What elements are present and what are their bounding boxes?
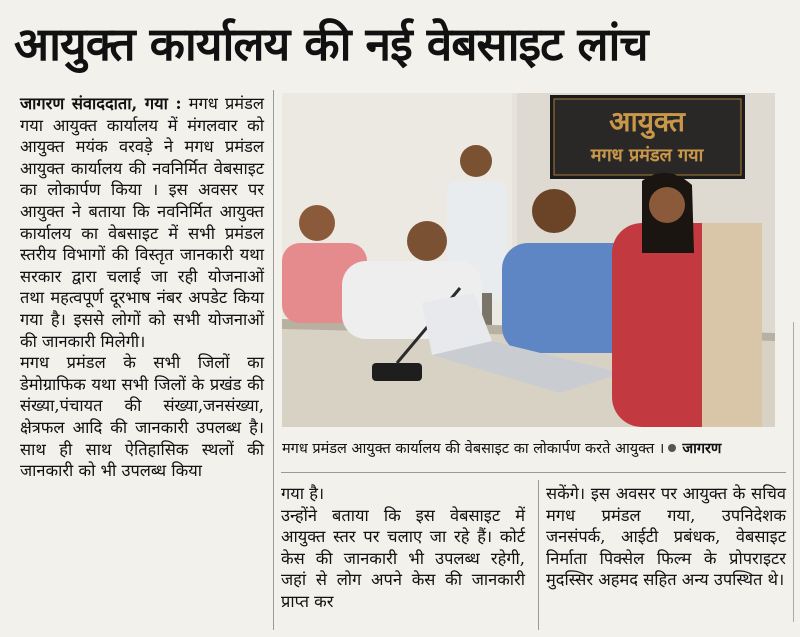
bullet-icon — [668, 444, 676, 452]
page-edge — [793, 322, 800, 622]
column-rule — [273, 90, 274, 630]
paragraph: मगध प्रमंडल के सभी जिलों का डेमोग्राफिक यथा सभी जिलों के प्रखंड की संख्या,पंचायत की संख्या,जनसंख्या, क्षेत्रफल आदि की जानकारी उपलब्ध है। साथ ही साथ ऐतिहासिक स्थलों की जानकारी को भी उपलब्ध किया — [20, 353, 264, 481]
article-column-2 — [281, 483, 525, 613]
paragraph: सकेंगे। इस अवसर पर आयुक्त के सचिव मगध प्रमंडल गया, उपनिदेशक जनसंपर्क, आईटी प्रबंधक, वेबसाइट निर्माता पिक्सेल फिल्म के प्रोपराइटर मुदस्सिर अहमद सहित अन्य उपस्थित थे। — [546, 484, 786, 590]
article-column-3 — [546, 483, 786, 591]
body-text: मगध प्रमंडल गया आयुक्त कार्यालय में मंगलवार को आयुक्त मयंक वरवड़े ने मगध प्रमंडल आयुक्त कार्यालय की नवनिर्मित वेबसाइट का लोकार्पण किया । इस अवसर पर आयुक्त ने बताया कि नवनिर्मित आयुक्त कार्यालय का वेबसाइट में सभी प्रमंडल स्तरीय विभागों की विस्तृत जानकारी यथा सरकार द्वारा चलाई जा रही योजनाओं तथा महत्वपूर्ण दूरभाष नंबर अपडेट किया गया है। इससे लोगों को सभी योजनाओं की जानकारी मिलेगी। — [20, 94, 264, 351]
news-photo — [282, 93, 775, 427]
caption-text: मगध प्रमंडल आयुक्त कार्यालय की वेबसाइट का लोकार्पण करते आयुक्त । — [282, 441, 665, 457]
paragraph: गया है। — [281, 484, 325, 503]
sign-line-2: मगध प्रमंडल गया — [590, 145, 704, 166]
paragraph — [20, 93, 264, 352]
column-rule — [538, 480, 539, 630]
byline: जागरण संवाददाता, गया : — [20, 94, 182, 113]
headline: आयुक्त कार्यालय की नई वेबसाइट लांच — [14, 17, 648, 71]
paragraph: उन्होंने बताया कि इस वेबसाइट में आयुक्त स्तर पर चलाए जा रहे हैं। कोर्ट केस की जानकारी भी उपलब्ध रहेगी, जहां से लोग अपने केस की जानकारी प्राप्त कर — [281, 505, 525, 611]
sign-line-1: आयुक्त — [609, 105, 685, 138]
caption-credit: जागरण — [682, 441, 722, 457]
article-column-1 — [20, 93, 264, 482]
meeting-photo-illustration — [282, 93, 775, 427]
photo-caption — [282, 432, 782, 466]
caption-rule — [281, 472, 786, 473]
